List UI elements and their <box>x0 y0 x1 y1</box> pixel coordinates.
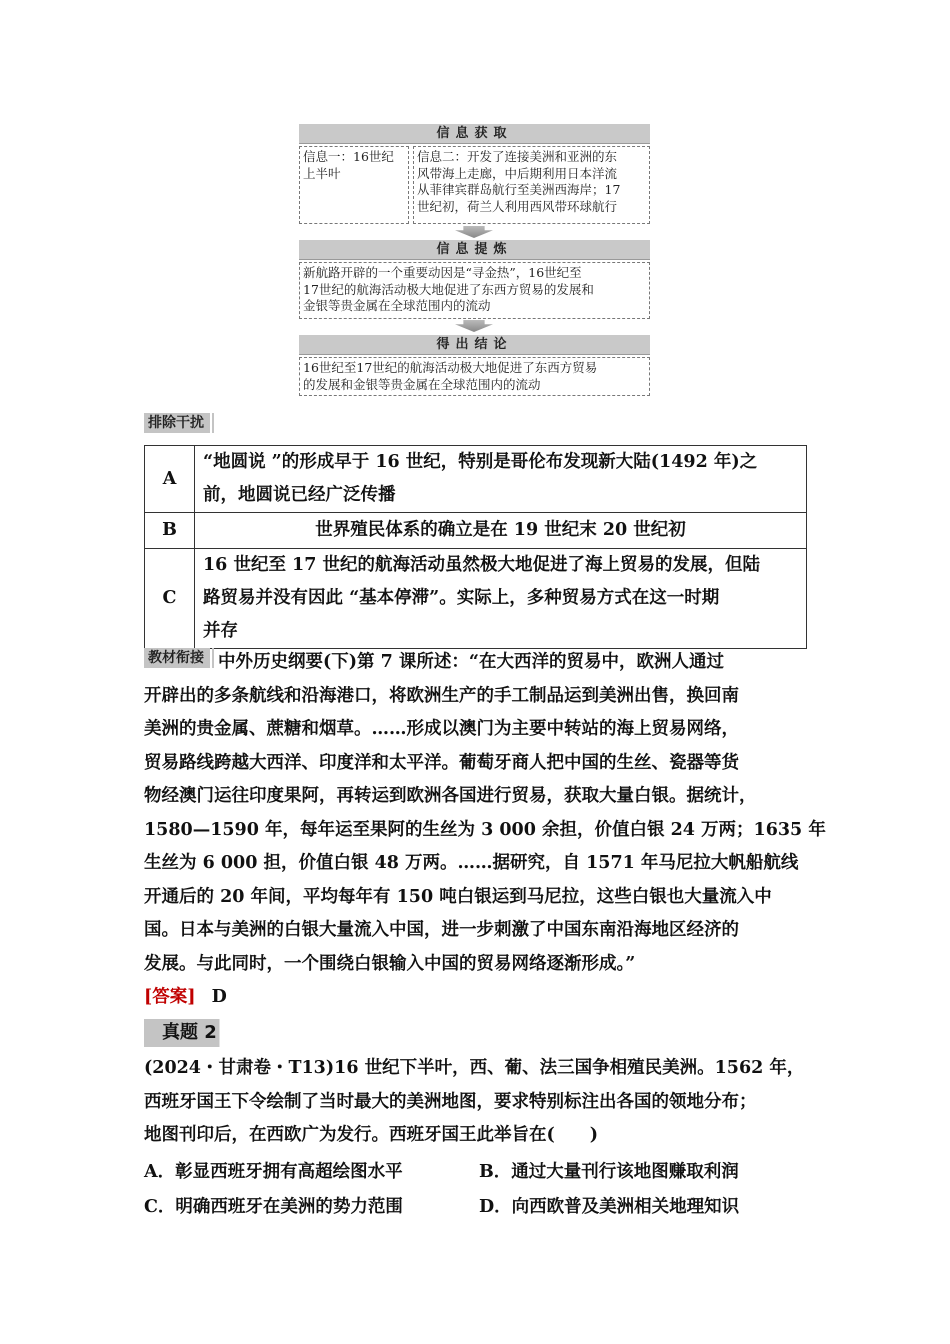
refine-line: 金银等贵金属在全球范围内的流动 <box>303 298 491 313</box>
answer-value: D <box>211 987 227 1007</box>
down-arrow-icon <box>455 226 493 238</box>
answer-label: [答案] <box>144 987 196 1007</box>
analysis-line: 路贸易并没有因此 “基本停滞”。实际上，多种贸易方式在这一时期 <box>203 588 720 608</box>
question-line: 地图刊印后，在西欧广为发行。西班牙国王此举旨在( ) <box>144 1125 599 1145</box>
analysis-line: 并存 <box>203 621 238 641</box>
table-row <box>145 549 807 649</box>
info-two-line: 从菲律宾群岛航行至美洲西海岸；17 <box>417 182 621 197</box>
step-conclusion: 得出结论 <box>299 335 650 355</box>
info-one-line: 上半叶 <box>303 165 341 181</box>
real-question-tag: 真题 2 <box>144 1019 232 1047</box>
info-two-box <box>413 146 650 224</box>
option-analysis <box>195 446 807 513</box>
info-two-line: 世纪初，荷兰人利用西风带环球航行 <box>417 198 618 214</box>
textbook-paragraph <box>144 646 826 981</box>
option-key: C <box>145 549 195 649</box>
question-stem <box>144 1052 819 1153</box>
conclusion-line: 16世纪至17世纪的航海活动极大地促进了东西方贸易 <box>303 360 598 375</box>
table-row <box>145 446 807 513</box>
question-line: (2024・甘肃卷・T13)16 世纪下半叶，西、葡、法三国争相殖民美洲。1562 年， <box>144 1058 805 1078</box>
paragraph-line: 1580—1590 年，每年运至果阿的生丝为 3 000 余担，价值白银 24 万两；1635 年 <box>144 819 826 840</box>
choice-b[interactable]: B．通过大量刊行该地图赚取利润 <box>479 1162 739 1182</box>
analysis-line: “地圆说 ”的形成早于 16 世纪，特别是哥伦布发现新大陆(1492 年)之 <box>203 452 758 472</box>
paragraph-line: 生丝为 6 000 担，价值白银 48 万两。……据研究，自 1571 年马尼拉大帆船航线 <box>144 853 799 873</box>
option-key: B <box>145 513 195 549</box>
refine-line: 新航路开辟的一个重要动因是“寻金热”，16世纪至 <box>303 265 582 280</box>
down-arrow-icon <box>455 320 493 332</box>
conclusion-box <box>299 357 650 396</box>
textbook-link-tag: 教材衔接 <box>144 648 208 668</box>
info-one-line: 信息一：16世纪 <box>303 149 394 164</box>
paragraph-line: 开辟出的多条航线和沿海港口，将欧洲生产的手工制品运到美洲出售，换回南 <box>144 685 739 706</box>
refine-line: 17世纪的航海活动极大地促进了东西方贸易的发展和 <box>303 281 594 297</box>
conclusion-line: 的发展和金银等贵金属在全球范围内的流动 <box>303 376 541 392</box>
exclude-interference-tag: 排除干扰 <box>144 413 208 433</box>
table-row <box>145 513 807 549</box>
analysis-line: 前，地圆说已经广泛传播 <box>203 485 396 505</box>
answer-line <box>144 981 819 1015</box>
paragraph-line: 美洲的贵金属、蔗糖和烟草。……形成以澳门为主要中转站的海上贸易网络， <box>144 719 739 739</box>
paragraph-line: 物经澳门运往印度果阿，再转运到欧洲各国进行贸易，获取大量白银。据统计， <box>144 786 757 806</box>
choice-a[interactable]: A．彰显西班牙拥有高超绘图水平 <box>144 1162 403 1182</box>
step-info-refine: 信息提炼 <box>299 240 650 260</box>
choice-c[interactable]: C．明确西班牙在美洲的势力范围 <box>144 1197 403 1217</box>
option-analysis <box>195 549 807 649</box>
question-line: 西班牙国王下令绘制了当时最大的美洲地图，要求特别标注出各国的领地分布； <box>144 1091 757 1112</box>
paragraph-line: 中外历史纲要(下)第 7 课所述：“在大西洋的贸易中，欧洲人通过 <box>218 652 724 672</box>
paragraph-line: 贸易路线跨越大西洋、印度洋和太平洋。葡萄牙商人把中国的生丝、瓷器等货 <box>144 752 739 773</box>
info-two-line: 风带海上走廊，中后期利用日本洋流 <box>417 165 618 181</box>
choice-d[interactable]: D．向西欧普及美洲相关地理知识 <box>479 1197 740 1217</box>
paragraph-line: 发展。与此同时，一个围绕白银输入中国的贸易网络逐渐形成。” <box>144 953 636 974</box>
refine-box <box>299 262 650 319</box>
info-two-line: 信息二：开发了连接美洲和亚洲的东 <box>417 149 618 164</box>
analysis-line: 世界殖民体系的确立是在 19 世纪末 20 世纪初 <box>315 520 686 540</box>
paragraph-line: 开通后的 20 年间，平均每年有 150 吨白银运到马尼拉，这些白银也大量流入中 <box>144 886 772 907</box>
info-one-box <box>299 146 409 224</box>
step-info-acquire: 信息获取 <box>299 124 650 144</box>
option-analysis <box>195 513 807 549</box>
paragraph-line: 国。日本与美洲的白银大量流入中国，进一步刺激了中国东南沿海地区经济的 <box>144 920 739 940</box>
analysis-line: 16 世纪至 17 世纪的航海活动虽然极大地促进了海上贸易的发展，但陆 <box>203 555 760 575</box>
options-analysis-table <box>144 445 807 649</box>
option-key: A <box>145 446 195 513</box>
